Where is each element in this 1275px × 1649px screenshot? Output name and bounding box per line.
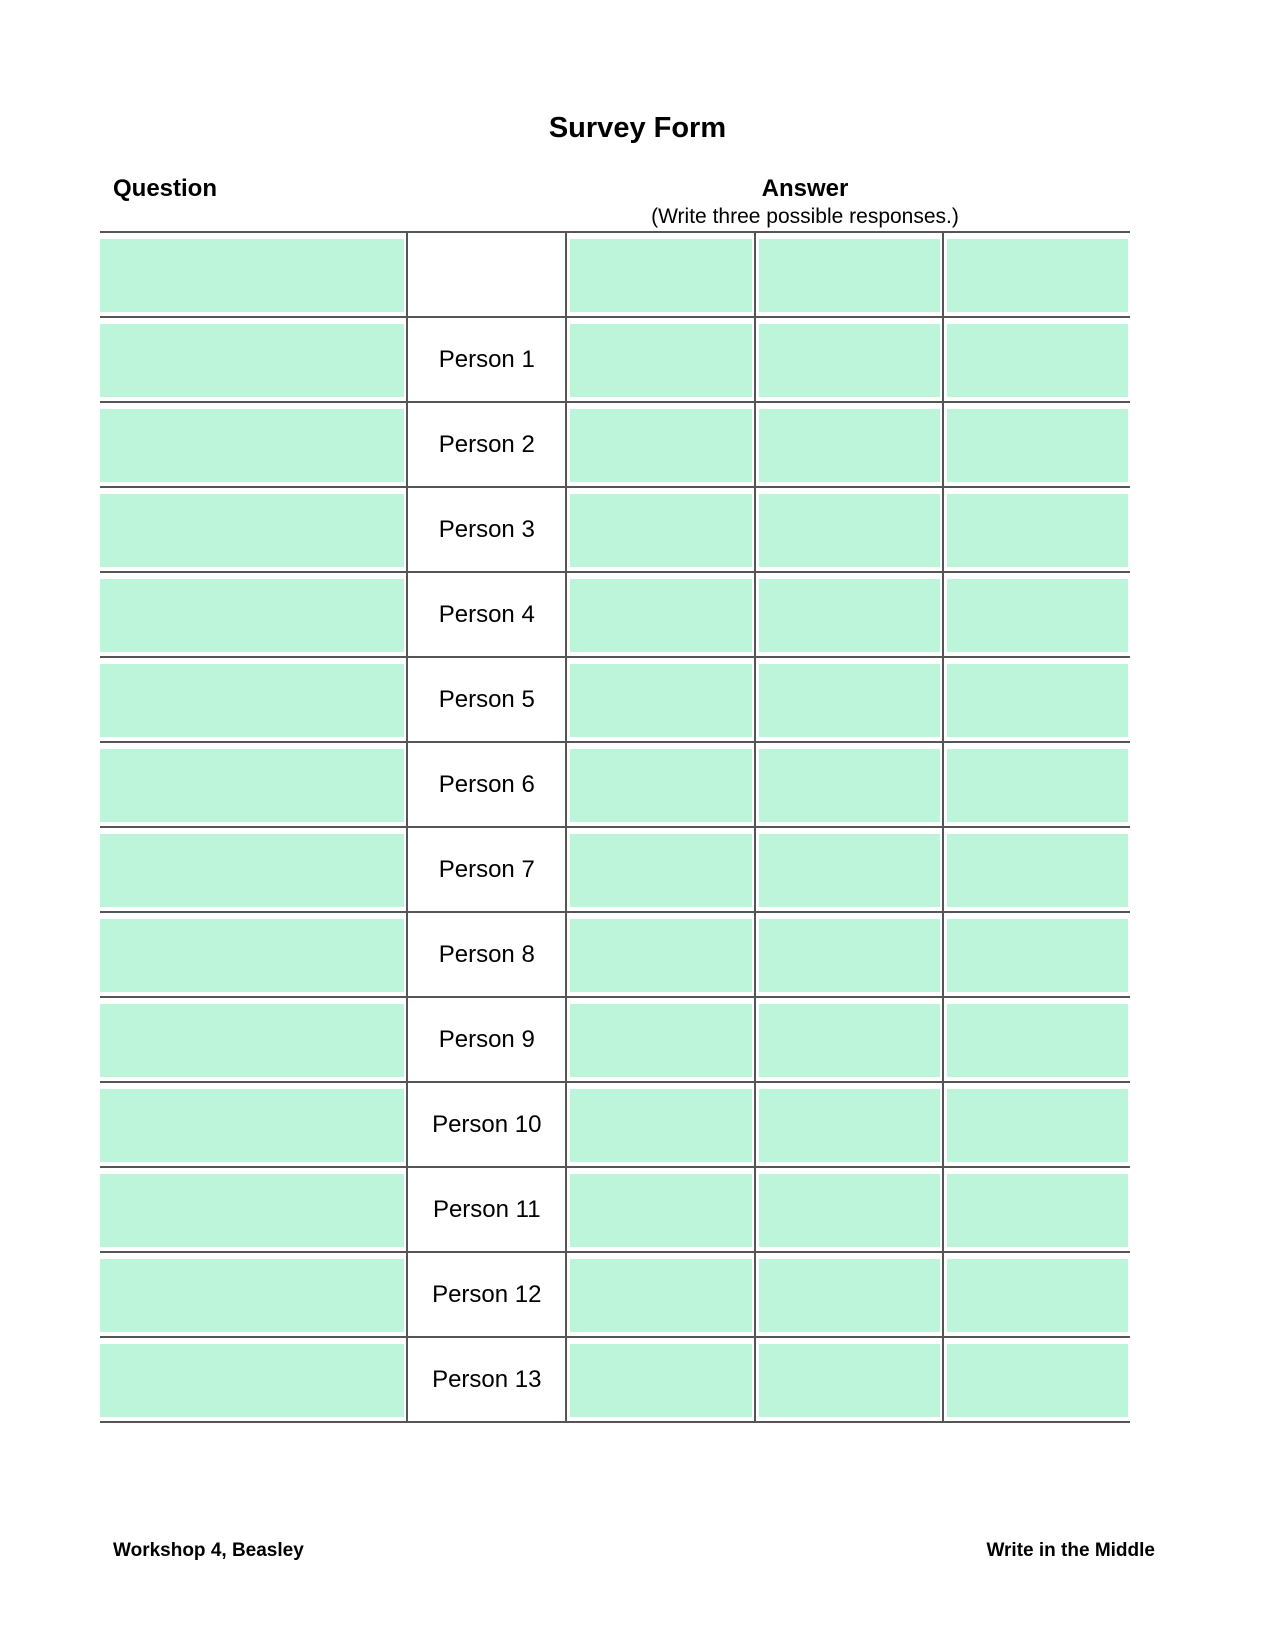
- question-cell: [100, 1082, 407, 1167]
- question-cell: [100, 232, 407, 317]
- question-field[interactable]: [100, 1174, 404, 1247]
- person-label: [407, 232, 566, 317]
- answer-field-2[interactable]: [759, 409, 941, 482]
- answer-field-2[interactable]: [759, 919, 941, 992]
- question-field[interactable]: [100, 1004, 404, 1077]
- answer-field-2[interactable]: [759, 1259, 941, 1332]
- answer-cell-1: [566, 572, 755, 657]
- question-cell: [100, 1252, 407, 1337]
- answer-field-1[interactable]: [570, 1344, 752, 1417]
- answer-cell-1: [566, 317, 755, 402]
- answer-cell-3: [943, 402, 1130, 487]
- person-label: Person 3: [407, 487, 566, 572]
- survey-row: [100, 742, 1130, 827]
- question-cell: [100, 317, 407, 402]
- question-field[interactable]: [100, 1259, 404, 1332]
- answer-instruction: (Write three possible responses.): [651, 205, 959, 228]
- footer-workshop-credit: Workshop 4, Beasley: [113, 1540, 304, 1561]
- answer-field-1[interactable]: [570, 494, 752, 567]
- answer-column-header: Answer: [761, 175, 849, 202]
- answer-cell-3: [943, 487, 1130, 572]
- answer-field-3[interactable]: [947, 749, 1128, 822]
- question-field[interactable]: [100, 664, 404, 737]
- answer-cell-3: [943, 1167, 1130, 1252]
- person-label: Person 10: [407, 1082, 566, 1167]
- answer-field-2[interactable]: [759, 1089, 941, 1162]
- answer-cell-2: [755, 997, 944, 1082]
- survey-row: [100, 487, 1130, 572]
- answer-cell-2: [755, 912, 944, 997]
- answer-cell-1: [566, 827, 755, 912]
- answer-cell-3: [943, 1337, 1130, 1422]
- answer-field-1[interactable]: [570, 1174, 752, 1247]
- answer-cell-3: [943, 742, 1130, 827]
- answer-field-3[interactable]: [947, 239, 1128, 312]
- person-label: Person 1: [407, 317, 566, 402]
- question-cell: [100, 742, 407, 827]
- answer-cell-2: [755, 1082, 944, 1167]
- answer-cell-3: [943, 827, 1130, 912]
- answer-cell-2: [755, 232, 944, 317]
- answer-cell-1: [566, 1252, 755, 1337]
- person-label: Person 8: [407, 912, 566, 997]
- answer-field-1[interactable]: [570, 239, 752, 312]
- answer-field-3[interactable]: [947, 834, 1128, 907]
- answer-cell-2: [755, 657, 944, 742]
- question-field[interactable]: [100, 324, 404, 397]
- answer-field-1[interactable]: [570, 1089, 752, 1162]
- answer-field-1[interactable]: [570, 324, 752, 397]
- person-label: Person 7: [407, 827, 566, 912]
- question-field[interactable]: [100, 579, 404, 652]
- answer-field-2[interactable]: [759, 664, 941, 737]
- answer-cell-1: [566, 912, 755, 997]
- question-field[interactable]: [100, 919, 404, 992]
- footer-series-title: Write in the Middle: [986, 1540, 1155, 1561]
- answer-field-1[interactable]: [570, 834, 752, 907]
- answer-field-3[interactable]: [947, 1259, 1128, 1332]
- answer-field-1[interactable]: [570, 1004, 752, 1077]
- answer-field-1[interactable]: [570, 664, 752, 737]
- answer-cell-2: [755, 1167, 944, 1252]
- answer-field-3[interactable]: [947, 919, 1128, 992]
- answer-cell-1: [566, 487, 755, 572]
- person-label: Person 13: [407, 1337, 566, 1422]
- person-label: Person 2: [407, 402, 566, 487]
- survey-row: [100, 657, 1130, 742]
- answer-cell-3: [943, 232, 1130, 317]
- survey-row: [100, 997, 1130, 1082]
- answer-field-2[interactable]: [759, 749, 941, 822]
- answer-cell-1: [566, 232, 755, 317]
- question-cell: [100, 997, 407, 1082]
- question-field[interactable]: [100, 239, 404, 312]
- person-label: Person 11: [407, 1167, 566, 1252]
- survey-table-body: [100, 232, 1130, 1422]
- answer-cell-3: [943, 572, 1130, 657]
- answer-field-1[interactable]: [570, 1259, 752, 1332]
- person-label: Person 9: [407, 997, 566, 1082]
- survey-row: [100, 1337, 1130, 1422]
- answer-field-3[interactable]: [947, 579, 1128, 652]
- page-title: Survey Form: [548, 112, 727, 144]
- answer-field-1[interactable]: [570, 919, 752, 992]
- answer-field-3[interactable]: [947, 1004, 1128, 1077]
- answer-cell-1: [566, 402, 755, 487]
- answer-cell-3: [943, 1252, 1130, 1337]
- question-cell: [100, 827, 407, 912]
- survey-row: [100, 1167, 1130, 1252]
- survey-row: [100, 232, 1130, 317]
- answer-cell-2: [755, 402, 944, 487]
- answer-cell-3: [943, 997, 1130, 1082]
- question-cell: [100, 487, 407, 572]
- answer-cell-1: [566, 1082, 755, 1167]
- answer-field-2[interactable]: [759, 1344, 941, 1417]
- question-cell: [100, 912, 407, 997]
- answer-field-2[interactable]: [759, 1174, 941, 1247]
- answer-cell-2: [755, 317, 944, 402]
- answer-cell-1: [566, 742, 755, 827]
- answer-cell-3: [943, 657, 1130, 742]
- answer-field-2[interactable]: [759, 494, 941, 567]
- answer-cell-2: [755, 1252, 944, 1337]
- answer-field-1[interactable]: [570, 579, 752, 652]
- answer-cell-1: [566, 1337, 755, 1422]
- answer-field-2[interactable]: [759, 239, 941, 312]
- answer-cell-2: [755, 1337, 944, 1422]
- answer-field-2[interactable]: [759, 834, 941, 907]
- answer-field-3[interactable]: [947, 409, 1128, 482]
- survey-row: [100, 1082, 1130, 1167]
- question-field[interactable]: [100, 834, 404, 907]
- question-field[interactable]: [100, 494, 404, 567]
- answer-cell-2: [755, 572, 944, 657]
- answer-field-2[interactable]: [759, 579, 941, 652]
- survey-row: [100, 827, 1130, 912]
- answer-field-3[interactable]: [947, 324, 1128, 397]
- answer-cell-2: [755, 487, 944, 572]
- person-label: Person 12: [407, 1252, 566, 1337]
- answer-field-2[interactable]: [759, 324, 941, 397]
- answer-field-3[interactable]: [947, 494, 1128, 567]
- answer-cell-3: [943, 1082, 1130, 1167]
- answer-field-3[interactable]: [947, 1174, 1128, 1247]
- answer-field-2[interactable]: [759, 1004, 941, 1077]
- question-field[interactable]: [100, 1089, 404, 1162]
- question-field[interactable]: [100, 749, 404, 822]
- answer-cell-3: [943, 912, 1130, 997]
- question-column-header: Question: [113, 175, 218, 202]
- answer-field-3[interactable]: [947, 1089, 1128, 1162]
- question-field[interactable]: [100, 409, 404, 482]
- answer-field-1[interactable]: [570, 409, 752, 482]
- answer-cell-1: [566, 657, 755, 742]
- question-field[interactable]: [100, 1344, 404, 1417]
- person-label: Person 5: [407, 657, 566, 742]
- survey-table: [100, 231, 1130, 1423]
- question-cell: [100, 1337, 407, 1422]
- answer-cell-3: [943, 317, 1130, 402]
- answer-cell-1: [566, 1167, 755, 1252]
- question-cell: [100, 1167, 407, 1252]
- survey-row: [100, 1252, 1130, 1337]
- person-label: Person 4: [407, 572, 566, 657]
- answer-field-3[interactable]: [947, 1344, 1128, 1417]
- survey-row: [100, 317, 1130, 402]
- question-cell: [100, 657, 407, 742]
- answer-cell-2: [755, 827, 944, 912]
- question-cell: [100, 572, 407, 657]
- answer-field-3[interactable]: [947, 664, 1128, 737]
- survey-row: [100, 402, 1130, 487]
- survey-row: [100, 912, 1130, 997]
- survey-row: [100, 572, 1130, 657]
- question-cell: [100, 402, 407, 487]
- answer-cell-2: [755, 742, 944, 827]
- person-label: Person 6: [407, 742, 566, 827]
- answer-field-1[interactable]: [570, 749, 752, 822]
- answer-cell-1: [566, 997, 755, 1082]
